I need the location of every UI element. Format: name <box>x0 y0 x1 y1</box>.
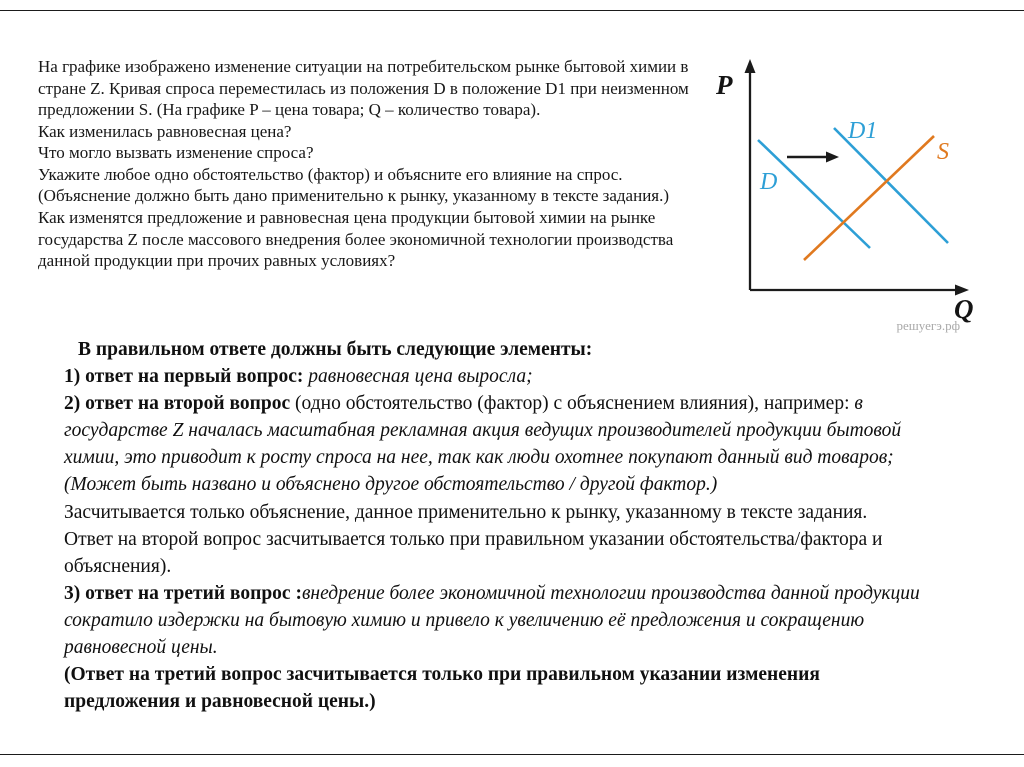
answer-q3-note: (Ответ на третий вопрос засчитывается только при правильном указании изменения предложения и равновесной цены.) <box>64 664 820 713</box>
task-text <box>38 56 690 272</box>
demand-shift-arrowhead-icon <box>826 152 839 163</box>
answer-header-text: В правильном ответе должны быть следующие элементы: <box>78 339 593 360</box>
d1-curve-label: D1 <box>848 118 878 144</box>
s-curve-label: S <box>937 139 949 165</box>
answer-q1 <box>64 363 936 390</box>
answer-q2-note-3: Ответ на второй вопрос засчитывается только при правильном указании обстоятельства/фактора и объяснения). <box>64 528 883 577</box>
answer-q1-value: равновесная цена выросла; <box>308 366 533 388</box>
slide-bottom-border <box>0 754 1024 755</box>
answer-q2-mid: (одно обстоятельство (фактор) с объяснением влияния), например: <box>295 393 850 415</box>
answer-q3 <box>64 580 936 661</box>
answer-header <box>64 336 936 363</box>
p-axis-label: P <box>716 70 733 100</box>
supply-curve-s <box>804 136 934 260</box>
answer-q2-value: в государстве Z началась масштабная рекламная акция ведущих производителей продукции бытовой химии, это приводит к росту спроса на нее, так как люди охотнее покупают данный вид товаров; <box>64 393 902 469</box>
d-curve-label: D <box>760 169 778 195</box>
q-axis-label: Q <box>954 294 974 324</box>
slide-top-border <box>0 10 1024 11</box>
supply-demand-graph <box>710 56 995 346</box>
answer-block <box>64 336 936 715</box>
task-question-2-detail: Укажите любое одно обстоятельство (фактор) и объясните его влияние на спрос. (Объяснение должно быть дано применительно к рынку, указанному в тексте задания.) <box>38 164 670 206</box>
demand-curve-d1 <box>834 128 948 243</box>
task-paragraph-intro: На графике изображено изменение ситуации на потребительском рынке бытовой химии в стране Z. Кривая спроса переместилась из положения D в положение D1 при неизменном предложении S. (На графике P – цена товара; Q – количество товара). <box>38 57 689 120</box>
price-axis-arrow-icon <box>745 59 756 73</box>
answer-q3-value: внедрение более экономичной технологии производства данной продукции сократило издержки на бытовую химию и привело к увеличению её предложения и сокращению равновесной цены. <box>64 582 920 659</box>
task-question-2: Что могло вызвать изменение спроса? <box>38 143 314 163</box>
answer-q3-label: 3) ответ на третий вопрос : <box>64 582 302 604</box>
answer-q2-note-2: Засчитывается только объяснение, данное применительно к рынку, указанному в тексте задания. <box>64 501 868 523</box>
answer-q2-label: 2) ответ на второй вопрос <box>64 393 291 415</box>
watermark: решуегэ.рф <box>896 318 960 333</box>
task-question-1: Как изменилась равновесная цена? <box>38 121 292 141</box>
task-question-3: Как изменятся предложение и равновесная цена продукции бытовой химии на рынке государства Z после массового внедрения более экономичной технологии производства данной продукции при прочих равных условиях? <box>38 208 674 271</box>
answer-q2-note-1: (Может быть названо и объяснено другое обстоятельство / другой фактор.) <box>64 474 718 496</box>
answer-q2 <box>64 390 936 471</box>
graph-canvas <box>710 56 995 346</box>
answer-q1-label: 1) ответ на первый вопрос: <box>64 366 304 388</box>
